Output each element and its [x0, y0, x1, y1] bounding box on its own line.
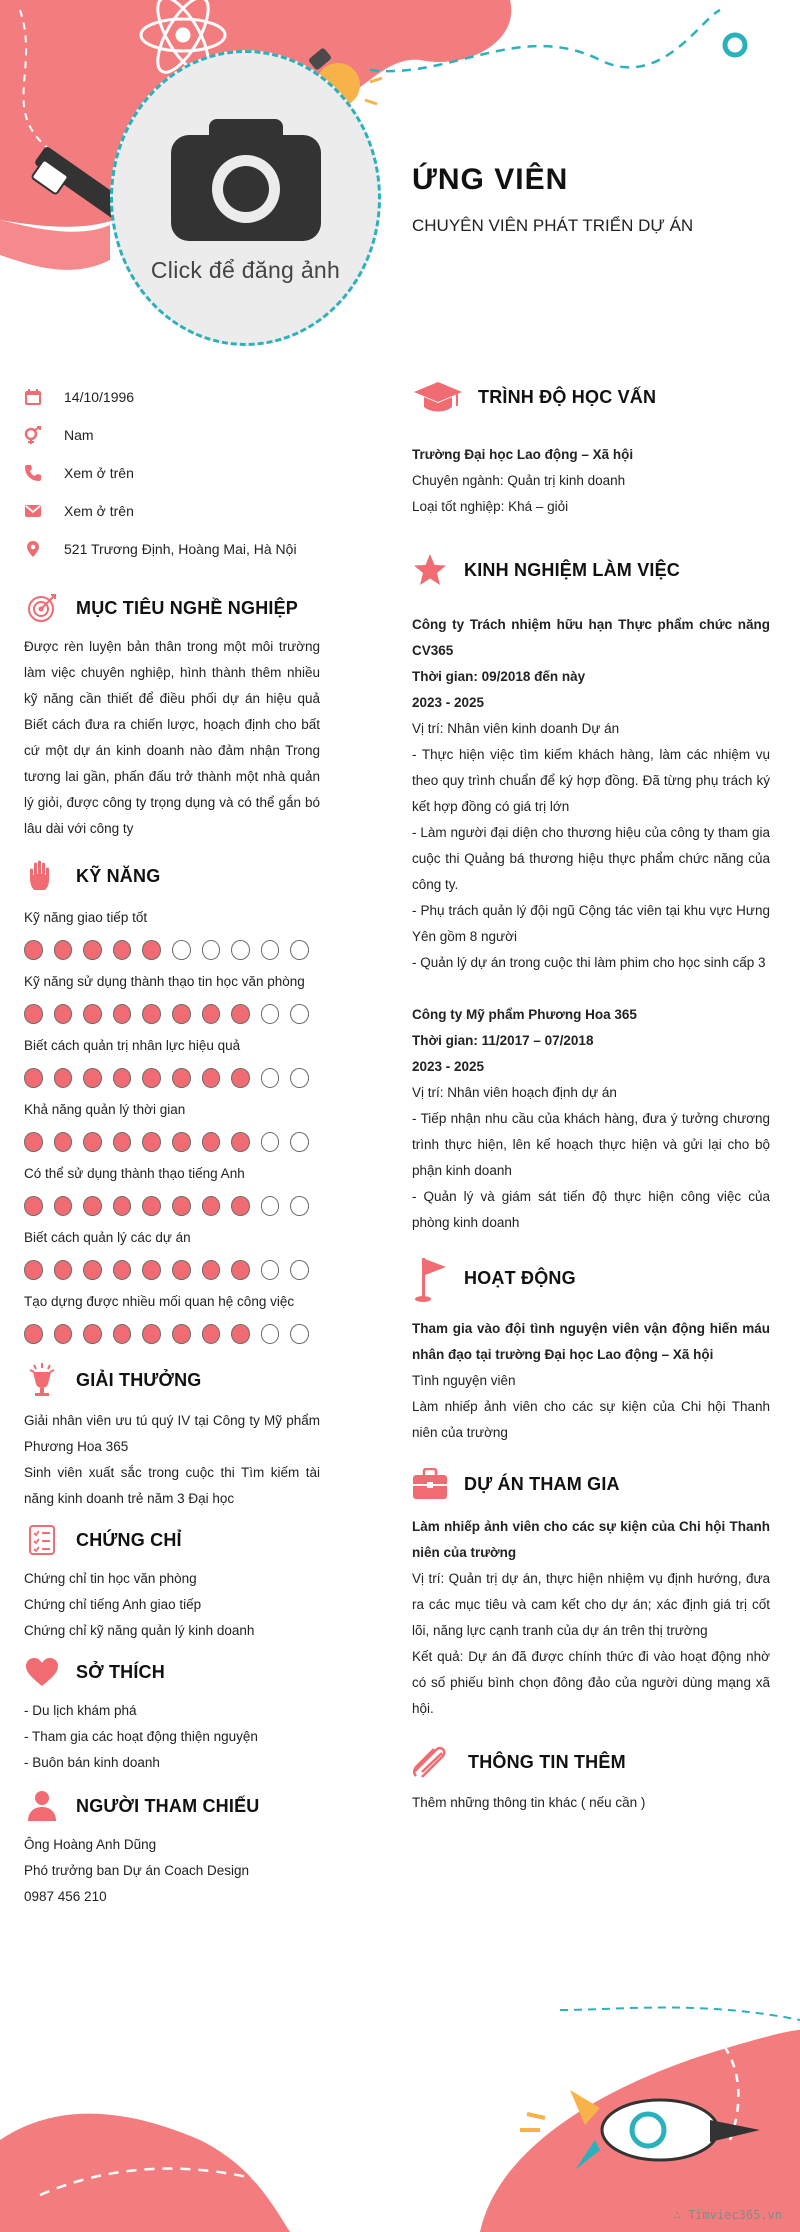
rating-dot-empty — [231, 940, 250, 960]
job-detail: - Tiếp nhận nhu cầu của khách hàng, đưa ý tưởng chương trình thực hiện, lên kế hoạch thực hiện và gửi lại cho bộ phận kinh doanh — [412, 1111, 770, 1178]
activity-heading: Tham gia vào đội tình nguyện viên vận động hiến máu nhân đạo tại trường Đại học Lao động – Xã hội — [412, 1321, 770, 1362]
briefcase-icon — [412, 1466, 448, 1502]
rating-dot-empty — [261, 1068, 280, 1088]
rating-dot-filled — [142, 1004, 161, 1024]
skill-rating — [24, 1196, 320, 1216]
job-company: Công ty Trách nhiệm hữu hạn Thực phẩm chức năng CV365 — [412, 617, 770, 658]
certificate-item: Chứng chỉ tiếng Anh giao tiếp — [24, 1597, 202, 1612]
job-time: Thời gian: 11/2017 – 07/2018 — [412, 1033, 594, 1048]
certificate-item: Chứng chỉ kỹ năng quản lý kinh doanh — [24, 1623, 255, 1638]
education-title: TRÌNH ĐỘ HỌC VẤN — [478, 386, 657, 407]
rating-dot-filled — [83, 1132, 102, 1152]
rating-dot-filled — [142, 1260, 161, 1280]
rating-dot-filled — [202, 1260, 221, 1280]
rating-dot-filled — [24, 1260, 43, 1280]
job-years: 2023 - 2025 — [412, 695, 485, 710]
rating-dot-filled — [54, 1196, 73, 1216]
skills-section — [24, 852, 320, 1344]
skill-rating — [24, 1132, 320, 1152]
experience-section — [412, 546, 770, 1236]
rating-dot-filled — [172, 1004, 191, 1024]
rating-dot-filled — [83, 1004, 102, 1024]
rating-dot-empty — [290, 1004, 309, 1024]
award-item: Giải nhân viên ưu tú quý IV tại Công ty Mỹ phẩm Phương Hoa 365 — [24, 1413, 320, 1454]
rating-dot-filled — [113, 1068, 132, 1088]
rating-dot-filled — [24, 1004, 43, 1024]
skill-name: Biết cách quản lý các dự án — [24, 1230, 191, 1245]
skill-name: Kỹ năng sử dụng thành thạo tin học văn phòng — [24, 974, 305, 989]
gender-icon — [24, 426, 42, 444]
skill-name: Kỹ năng giao tiếp tốt — [24, 910, 148, 925]
project-role: Vị trí: Quản trị dự án, thực hiện nhiệm vụ định hướng, đưa ra các mục tiêu và cam kết cho dự án; xác định giá trị cốt lõi, năng lực cạnh tranh của dự án trên thị trường — [412, 1571, 770, 1638]
candidate-name: ỨNG VIÊN — [412, 163, 569, 196]
contact-block — [24, 378, 320, 568]
activity-role: Tình nguyện viên — [412, 1373, 516, 1388]
footer-brand: ∴ Timviec365.vn — [673, 2208, 782, 2222]
skill-rating — [24, 1260, 320, 1280]
graduation-cap-icon — [412, 379, 464, 415]
rating-dot-filled — [231, 1132, 250, 1152]
phone-icon — [24, 464, 42, 482]
experience-header — [412, 546, 770, 594]
job-role: Vị trí: Nhân viên hoạch định dự án — [412, 1085, 617, 1100]
rating-dot-empty — [290, 1068, 309, 1088]
activities-title: HOẠT ĐỘNG — [464, 1267, 576, 1288]
birthday-value: 14/10/1996 — [64, 389, 135, 405]
job-years: 2023 - 2025 — [412, 1059, 485, 1074]
awards-header — [24, 1356, 320, 1404]
objective-text: Được rèn luyện bản thân trong một môi trường làm việc chuyên nghiệp, hình thành thêm nhiều kỹ năng cần thiết để điều phối dự án hiệu quả Biết cách đưa ra chiến lược, hoạch định cho bất cứ một dự án kinh doanh nào đảm nhận Trong tương lai gần, phấn đấu trở thành một nhà quản lý giỏi, được công ty trọng dụng và có thể gắn bó lâu dài với công ty — [24, 639, 320, 836]
rating-dot-filled — [24, 1132, 43, 1152]
job-detail: - Quản lý dự án trong cuộc thi làm phim cho học sinh cấp 3 — [412, 955, 766, 970]
awards-title: GIẢI THƯỞNG — [76, 1369, 202, 1390]
objective-title: MỤC TIÊU NGHỀ NGHIỆP — [76, 597, 299, 618]
rating-dot-filled — [54, 1068, 73, 1088]
email-row — [24, 492, 320, 530]
rating-dot-empty — [261, 1004, 280, 1024]
skills-title: KỸ NĂNG — [76, 865, 161, 886]
objective-section — [24, 584, 320, 842]
rating-dot-filled — [113, 1004, 132, 1024]
project-result: Kết quả: Dự án đã được chính thức đi vào hoạt động nhờ có số phiếu bình chọn đông đảo của người dùng mạng xã hội. — [412, 1649, 770, 1716]
skill-name: Có thể sử dụng thành thạo tiếng Anh — [24, 1166, 245, 1181]
projects-header — [412, 1460, 770, 1508]
photo-upload[interactable] — [110, 50, 381, 346]
rating-dot-filled — [142, 940, 161, 960]
skills-header — [24, 852, 320, 900]
camera-icon — [171, 113, 321, 241]
phone-row — [24, 454, 320, 492]
gender-value: Nam — [64, 427, 94, 443]
rating-dot-filled — [231, 1068, 250, 1088]
activities-section — [412, 1252, 770, 1446]
rating-dot-empty — [172, 940, 191, 960]
hobbies-section — [24, 1648, 320, 1776]
calendar-icon — [24, 388, 42, 406]
job-detail: - Thực hiện việc tìm kiếm khách hàng, làm các nhiệm vụ theo quy trình chuẩn để ký hợp đồng. Đã từng phụ trách ký kết hợp đồng có giá trị lớn — [412, 747, 770, 814]
phone-value: Xem ở trên — [64, 465, 134, 481]
awards-section — [24, 1356, 320, 1512]
star-icon — [412, 552, 448, 588]
experience-title: KINH NGHIỆM LÀM VIỆC — [464, 559, 681, 580]
hobbies-title: SỞ THÍCH — [76, 1661, 165, 1682]
right-column — [412, 372, 770, 1816]
rating-dot-filled — [54, 1260, 73, 1280]
rating-dot-empty — [290, 1196, 309, 1216]
rating-dot-empty — [261, 1260, 280, 1280]
target-icon — [24, 590, 60, 626]
rating-dot-filled — [113, 1324, 132, 1344]
rating-dot-filled — [172, 1196, 191, 1216]
extra-header — [412, 1738, 770, 1786]
education-grade: Loại tốt nghiệp: Khá – giỏi — [412, 499, 569, 514]
rating-dot-filled — [231, 1004, 250, 1024]
left-column — [24, 378, 320, 1910]
hobby-item: - Buôn bán kinh doanh — [24, 1755, 160, 1770]
rating-dot-filled — [83, 1260, 102, 1280]
certificate-item: Chứng chỉ tin học văn phòng — [24, 1571, 197, 1586]
reference-item: Phó trưởng ban Dự án Coach Design — [24, 1863, 250, 1878]
job-time: Thời gian: 09/2018 đến này — [412, 669, 586, 684]
job-entry — [412, 612, 770, 976]
rating-dot-filled — [83, 1068, 102, 1088]
job-company: Công ty Mỹ phẩm Phương Hoa 365 — [412, 1007, 637, 1022]
job-detail: - Quản lý và giám sát tiến độ thực hiện công việc của phòng kinh doanh — [412, 1189, 770, 1230]
rating-dot-filled — [24, 1196, 43, 1216]
hobby-item: - Du lịch khám phá — [24, 1703, 137, 1718]
reference-item: 0987 456 210 — [24, 1889, 107, 1904]
skill-name: Biết cách quản trị nhân lực hiệu quả — [24, 1038, 241, 1053]
rating-dot-filled — [113, 1260, 132, 1280]
skill-rating — [24, 1324, 320, 1344]
gender-row — [24, 416, 320, 454]
rating-dot-filled — [172, 1260, 191, 1280]
location-pin-icon — [24, 540, 42, 558]
rating-dot-filled — [24, 1068, 43, 1088]
rating-dot-filled — [172, 1068, 191, 1088]
skill-rating — [24, 1068, 320, 1088]
extra-section — [412, 1738, 770, 1816]
rating-dot-empty — [202, 940, 221, 960]
rating-dot-filled — [202, 1196, 221, 1216]
education-school: Trường Đại học Lao động – Xã hội — [412, 447, 634, 462]
rating-dot-filled — [202, 1004, 221, 1024]
certificates-title: CHỨNG CHỈ — [76, 1529, 182, 1550]
skill-rating — [24, 940, 320, 960]
job-entry — [412, 1002, 770, 1236]
rating-dot-filled — [24, 1324, 43, 1344]
job-role: Vị trí: Nhân viên kinh doanh Dự án — [412, 721, 620, 736]
extra-title: THÔNG TIN THÊM — [468, 1751, 626, 1772]
job-detail: - Phụ trách quản lý đội ngũ Cộng tác viên tại khu vực Hưng Yên gồm 8 người — [412, 903, 770, 944]
flag-icon — [412, 1254, 448, 1302]
rating-dot-empty — [261, 1132, 280, 1152]
rating-dot-empty — [290, 1132, 309, 1152]
birthday-row — [24, 378, 320, 416]
email-value: Xem ở trên — [64, 503, 134, 519]
skills-list — [24, 908, 320, 1344]
rating-dot-empty — [261, 1324, 280, 1344]
rating-dot-filled — [202, 1132, 221, 1152]
rating-dot-empty — [261, 940, 280, 960]
projects-section — [412, 1460, 770, 1722]
activities-header — [412, 1252, 770, 1304]
rating-dot-filled — [202, 1068, 221, 1088]
address-row — [24, 530, 320, 568]
rating-dot-filled — [202, 1324, 221, 1344]
rating-dot-filled — [83, 1196, 102, 1216]
hobby-item: - Tham gia các hoạt động thiện nguyện — [24, 1729, 258, 1744]
rating-dot-filled — [54, 1004, 73, 1024]
activity-desc: Làm nhiếp ảnh viên cho các sự kiện của Chi hội Thanh niên của trường — [412, 1399, 770, 1440]
references-title: NGƯỜI THAM CHIẾU — [76, 1795, 260, 1816]
rating-dot-filled — [172, 1324, 191, 1344]
paperclip-icon — [412, 1744, 452, 1780]
rating-dot-empty — [290, 940, 309, 960]
certificates-section — [24, 1516, 320, 1644]
rating-dot-filled — [231, 1324, 250, 1344]
rating-dot-filled — [113, 940, 132, 960]
footer-decoration — [0, 1990, 800, 2232]
job-detail: - Làm người đại diện cho thương hiệu của công ty tham gia cuộc thi Quảng bá thương hiệu thực phẩm chức năng của công ty. — [412, 825, 770, 892]
reference-item: Ông Hoàng Anh Dũng — [24, 1837, 157, 1852]
rating-dot-filled — [142, 1196, 161, 1216]
rating-dot-filled — [83, 940, 102, 960]
projects-title: DỰ ÁN THAM GIA — [464, 1473, 620, 1494]
hand-icon — [24, 858, 60, 894]
rating-dot-filled — [231, 1260, 250, 1280]
education-section — [412, 372, 770, 520]
rating-dot-empty — [290, 1324, 309, 1344]
rating-dot-filled — [113, 1132, 132, 1152]
rating-dot-filled — [54, 1324, 73, 1344]
rating-dot-empty — [290, 1260, 309, 1280]
rating-dot-filled — [24, 940, 43, 960]
photo-upload-label: Click để đăng ảnh — [150, 256, 341, 283]
hobbies-header — [24, 1648, 320, 1696]
rating-dot-filled — [113, 1196, 132, 1216]
rating-dot-filled — [231, 1196, 250, 1216]
skill-name: Tạo dựng được nhiều mối quan hệ công việc — [24, 1294, 295, 1309]
trophy-icon — [24, 1362, 60, 1398]
skill-rating — [24, 1004, 320, 1024]
rating-dot-filled — [142, 1132, 161, 1152]
references-header — [24, 1782, 320, 1830]
award-item: Sinh viên xuất sắc trong cuộc thi Tìm kiếm tài năng kinh doanh trẻ năm 3 Đại học — [24, 1465, 320, 1506]
rating-dot-filled — [172, 1132, 191, 1152]
rating-dot-filled — [83, 1324, 102, 1344]
rating-dot-empty — [261, 1196, 280, 1216]
rating-dot-filled — [142, 1324, 161, 1344]
rating-dot-filled — [54, 940, 73, 960]
checklist-icon — [24, 1522, 60, 1558]
address-value: 521 Trương Định, Hoàng Mai, Hà Nội — [64, 541, 297, 557]
candidate-position: CHUYÊN VIÊN PHÁT TRIỂN DỰ ÁN — [412, 216, 694, 235]
certificates-header — [24, 1516, 320, 1564]
project-heading: Làm nhiếp ảnh viên cho các sự kiện của Chi hội Thanh niên của trường — [412, 1519, 770, 1560]
skill-name: Khả năng quản lý thời gian — [24, 1102, 186, 1117]
person-icon — [24, 1788, 60, 1824]
heart-icon — [24, 1654, 60, 1690]
extra-text: Thêm những thông tin khác ( nếu cần ) — [412, 1795, 646, 1810]
email-icon — [24, 502, 42, 520]
references-section — [24, 1782, 320, 1910]
objective-header — [24, 584, 320, 632]
education-major: Chuyên ngành: Quản trị kinh doanh — [412, 473, 626, 488]
rating-dot-filled — [142, 1068, 161, 1088]
rating-dot-filled — [54, 1132, 73, 1152]
education-header — [412, 372, 770, 422]
